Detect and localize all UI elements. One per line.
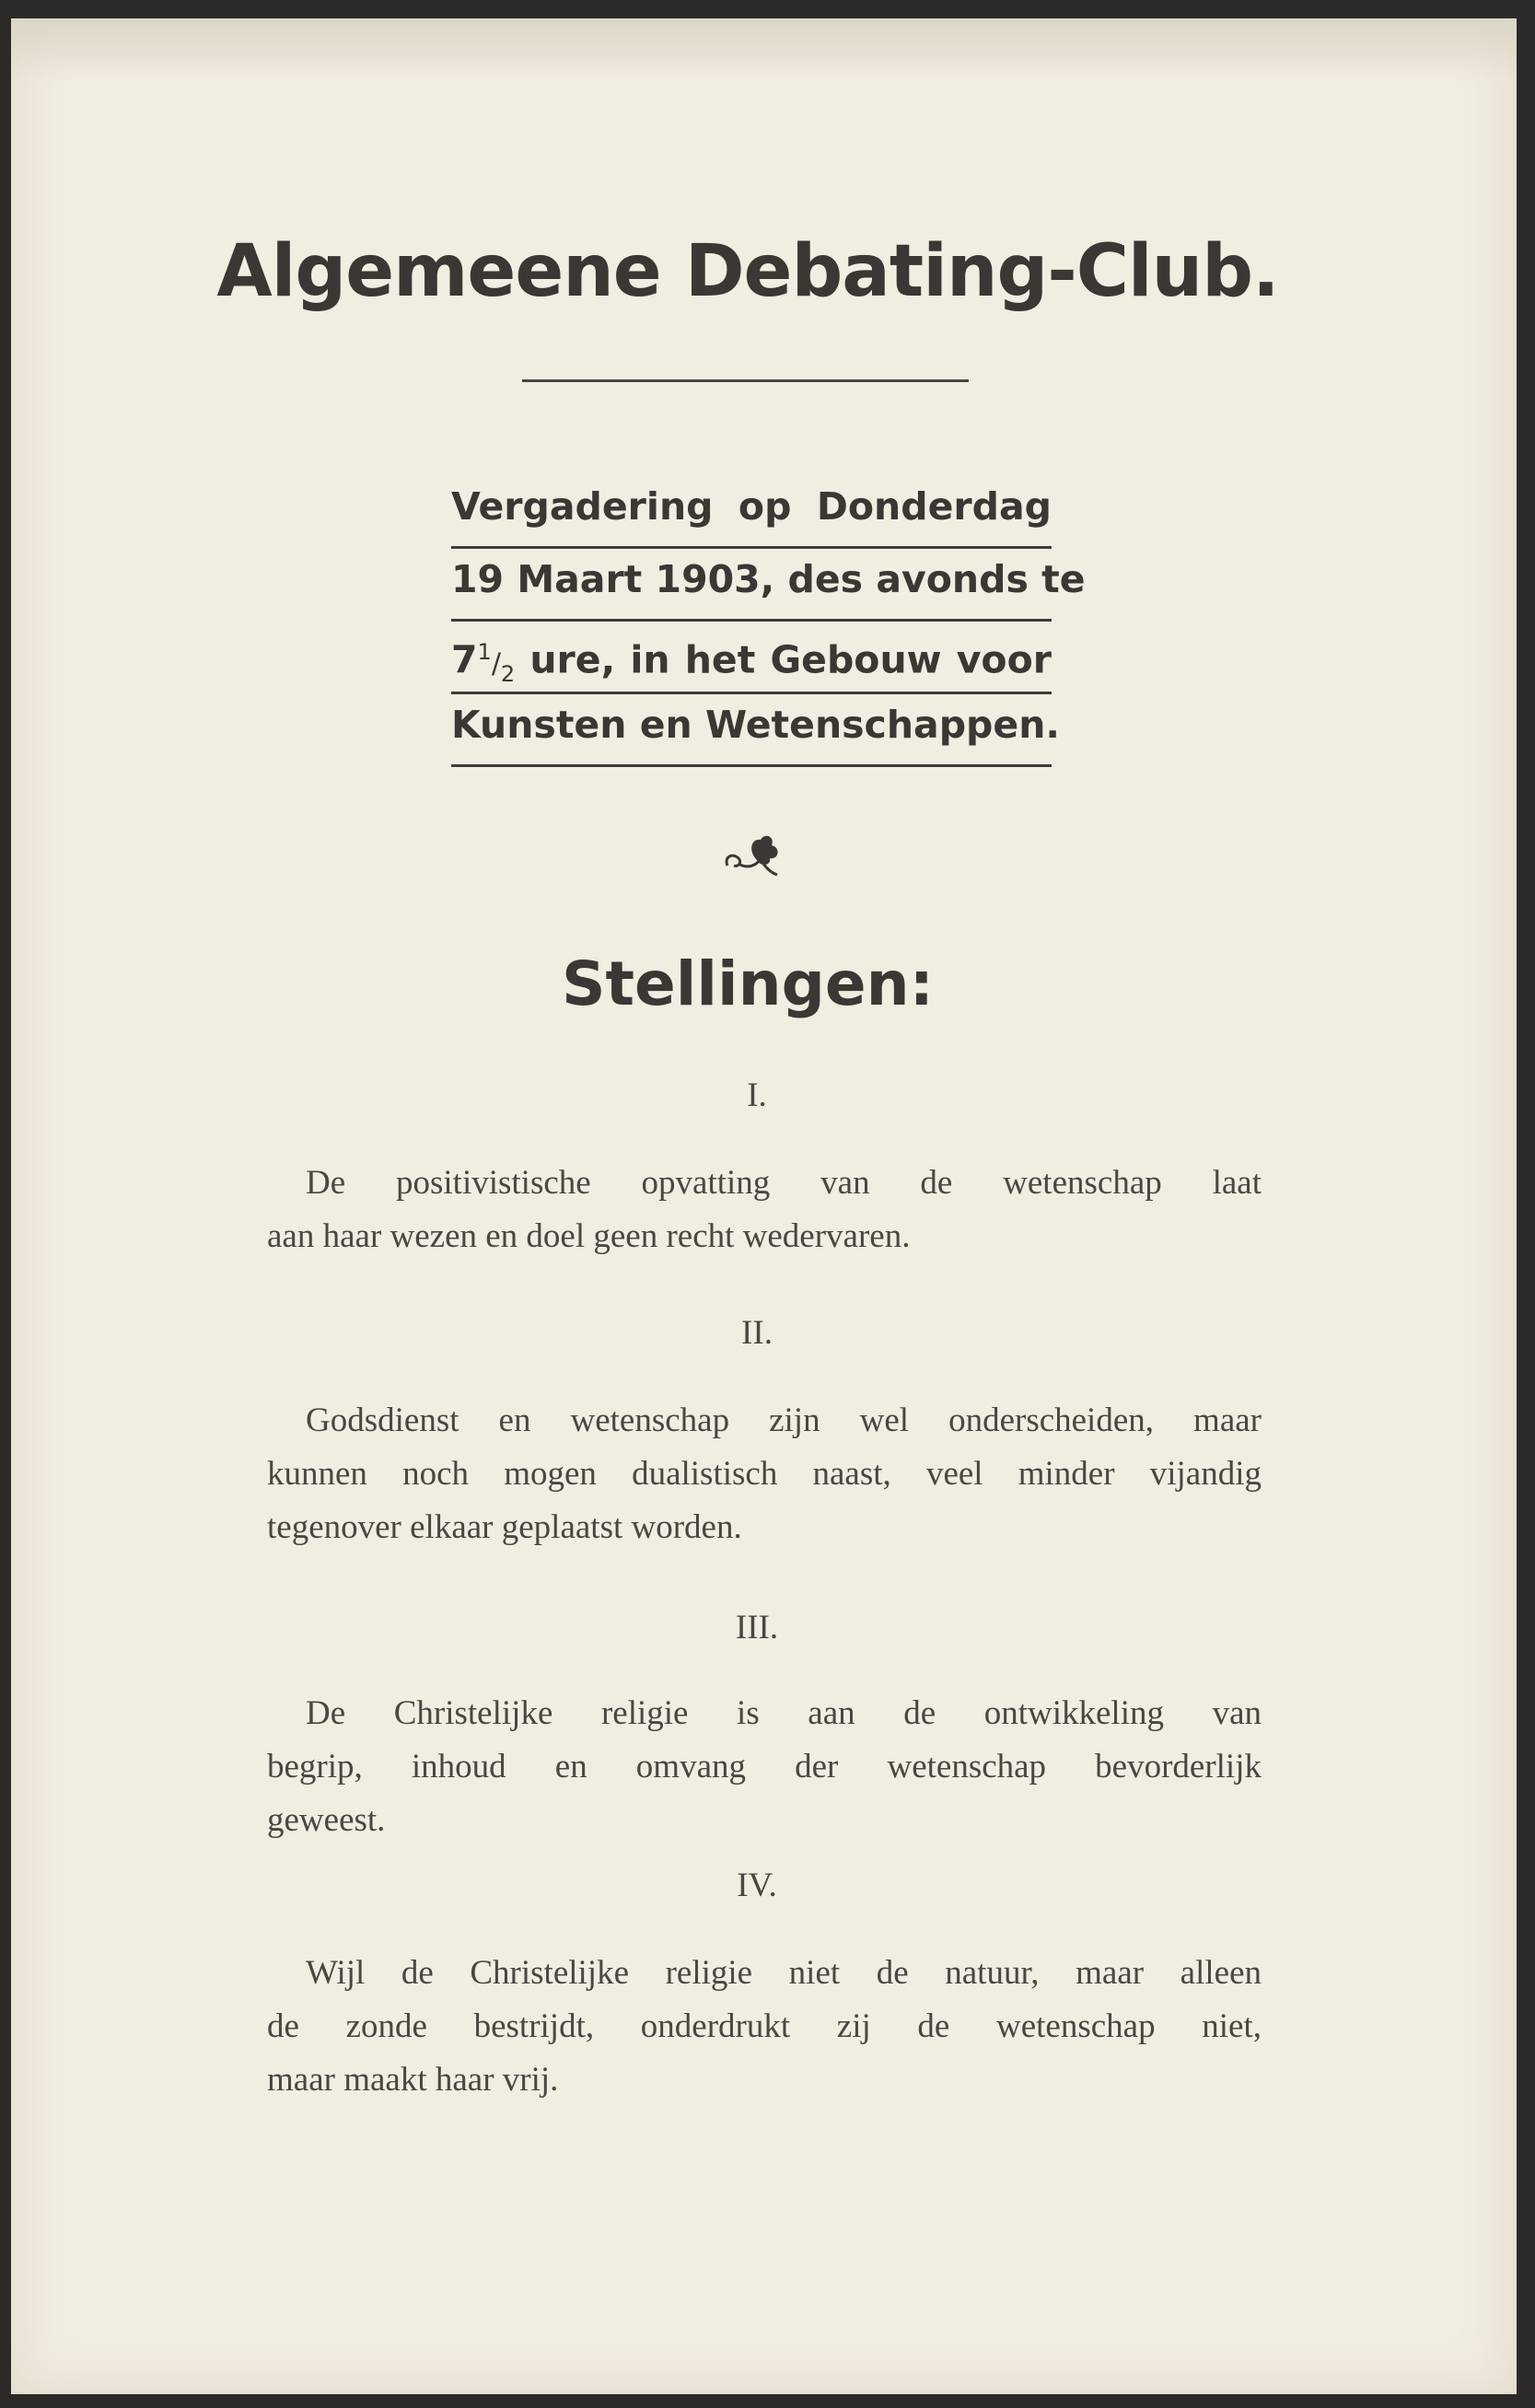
- thesis-3-line-1: De Christelijke religie is aan de ontwikkeling van: [306, 1694, 1262, 1732]
- thesis-4-line-3: maar maakt haar vrij.: [267, 2061, 559, 2099]
- meeting-announcement: [451, 479, 1086, 770]
- meeting-time-number: 7: [451, 637, 478, 682]
- meeting-time-rest: ure, in het Gebouw voor: [515, 637, 1052, 682]
- thesis-text-3: [267, 1687, 1262, 1847]
- thesis-2-line-2: kunnen noch mogen dualistisch naast, veel minder vijandig: [267, 1455, 1262, 1493]
- leaf-ornament-icon: [720, 829, 785, 884]
- thesis-1-line-1: De positivistische opvatting van de wetenschap laat: [306, 1164, 1262, 1202]
- document-page: [11, 18, 1517, 2394]
- thesis-2-line-3: tegenover elkaar geplaatst worden.: [267, 1508, 742, 1546]
- title-divider: [522, 379, 969, 382]
- meeting-time-slash: /: [491, 647, 501, 681]
- document-title: Algemeene Debating-Club.: [216, 230, 1279, 313]
- theses-heading: Stellingen:: [561, 948, 935, 1019]
- thesis-numeral-2: II.: [741, 1314, 773, 1352]
- meeting-time-sub: 2: [500, 660, 516, 687]
- thesis-numeral-4: IV.: [737, 1867, 777, 1904]
- thesis-1-line-2: aan haar wezen en doel geen recht wedervaren.: [267, 1217, 911, 1255]
- meeting-line-1: Vergadering op Donderdag: [451, 479, 1052, 549]
- thesis-numeral-3: III.: [735, 1609, 779, 1646]
- meeting-line-2: 19 Maart 1903, des avonds te: [451, 552, 1052, 622]
- thesis-4-line-2: de zonde bestrijdt, onderdrukt zij de wetenschap niet,: [267, 2007, 1262, 2045]
- thesis-3-line-3: geweest.: [267, 1801, 386, 1839]
- thesis-numeral-1: I.: [747, 1076, 767, 1114]
- thesis-2-line-1: Godsdienst en wetenschap zijn wel onderscheiden, maar: [306, 1402, 1262, 1439]
- meeting-line-3: [451, 624, 1052, 694]
- thesis-4-line-1: Wijl de Christelijke religie niet de natuur, maar alleen: [306, 1954, 1262, 1992]
- thesis-3-line-2: begrip, inhoud en omvang der wetenschap bevorderlijk: [267, 1748, 1262, 1786]
- thesis-text-4: [267, 1947, 1262, 2107]
- thesis-text-2: [267, 1394, 1262, 1554]
- meeting-line-4: Kunsten en Wetenschappen.: [451, 697, 1052, 767]
- thesis-text-1: [267, 1157, 1262, 1263]
- meeting-time-sup: 1: [477, 639, 492, 665]
